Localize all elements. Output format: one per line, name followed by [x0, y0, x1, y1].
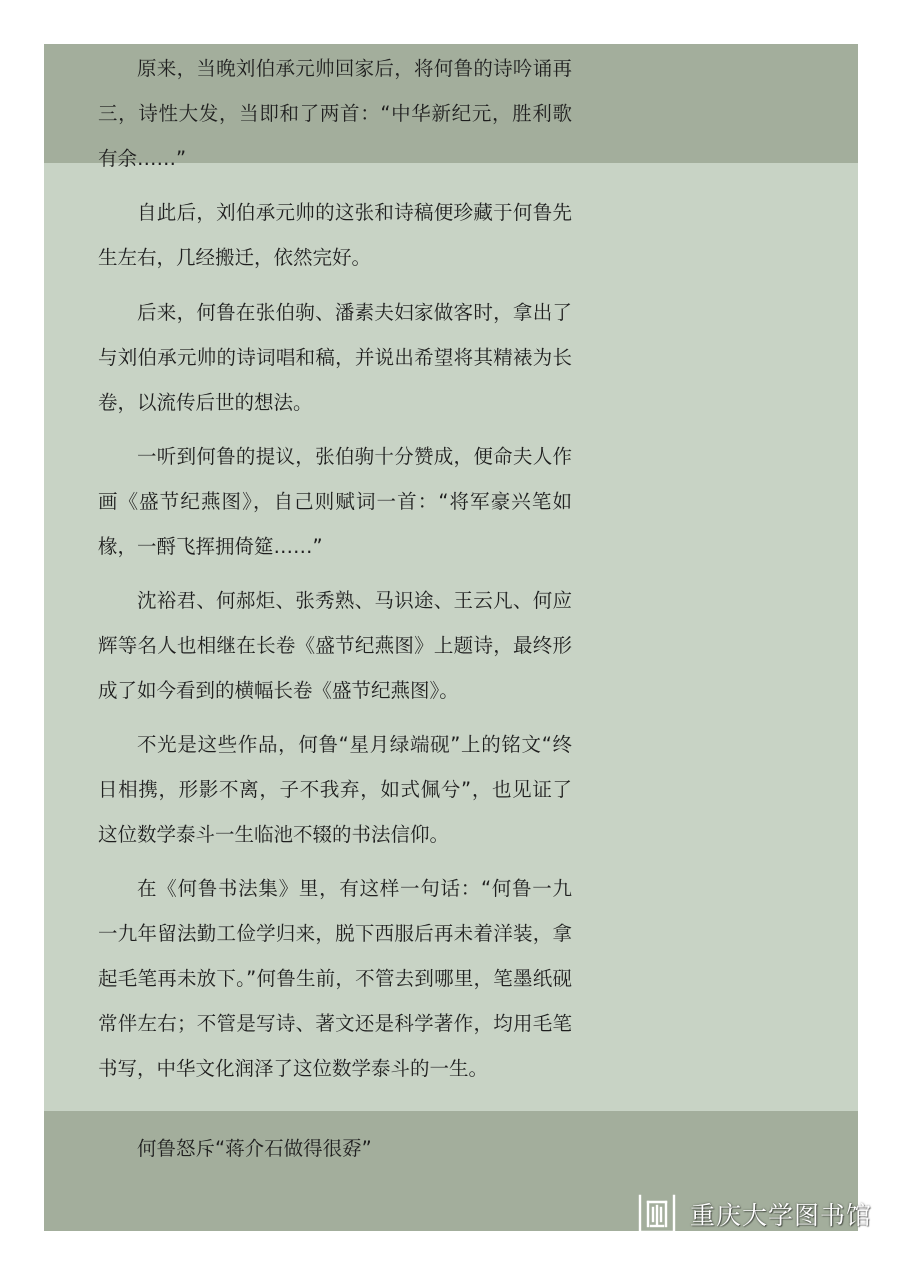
library-watermark: [636, 1191, 872, 1237]
library-seal-icon: [636, 1193, 678, 1235]
paragraph: [98, 866, 572, 1091]
paragraph-text: 一听到何鲁的提议，张伯驹十分赞成，便命夫人作画《盛节纪燕图》，自己则赋词一首：“将军豪兴笔如椽，一酹飞挥拥倚筵……”: [98, 445, 572, 558]
paragraph: [98, 434, 572, 569]
paragraph: [98, 722, 572, 857]
paragraph-text: 不光是这些作品，何鲁“星月绿端砚”上的铭文“终日相携，形影不离，子不我弃，如式佩兮”，也见证了这位数学泰斗一生临池不辍的书法信仰。: [98, 733, 572, 846]
paragraph-text: 自此后，刘伯承元帅的这张和诗稿便珍藏于何鲁先生左右，几经搬迁，依然完好。: [98, 201, 572, 269]
paragraph: [98, 190, 572, 280]
section-heading-text: 何鲁怒斥“蒋介石做得很孬”: [137, 1137, 372, 1160]
paragraph-text: 原来，当晚刘伯承元帅回家后，将何鲁的诗吟诵再三，诗性大发，当即和了两首：“中华新纪元，胜利歌有余……”: [98, 57, 572, 170]
paragraph: [98, 578, 572, 713]
paragraph-text: 沈裕君、何郝炬、张秀熟、马识途、王云凡、何应辉等名人也相继在长卷《盛节纪燕图》上题诗，最终形成了如今看到的横幅长卷《盛节纪燕图》。: [98, 589, 572, 702]
paragraph-text: 后来，何鲁在张伯驹、潘素夫妇家做客时，拿出了与刘伯承元帅的诗词唱和稿，并说出希望将其精裱为长卷，以流传后世的想法。: [98, 301, 572, 414]
paragraph: [98, 290, 572, 425]
library-watermark-text: 重庆大学图书馆: [690, 1201, 873, 1230]
section-heading: [98, 1126, 572, 1171]
paragraph-text: 在《何鲁书法集》里，有这样一句话：“何鲁一九一九年留法勤工俭学归来，脱下西服后再未着洋装，拿起毛笔再未放下。”何鲁生前，不管去到哪里，笔墨纸砚常伴左右；不管是写诗、著文还是科学著作，均用毛笔书写，中华文化润泽了这位数学泰斗的一生。: [98, 877, 572, 1080]
paragraph: [98, 46, 572, 181]
